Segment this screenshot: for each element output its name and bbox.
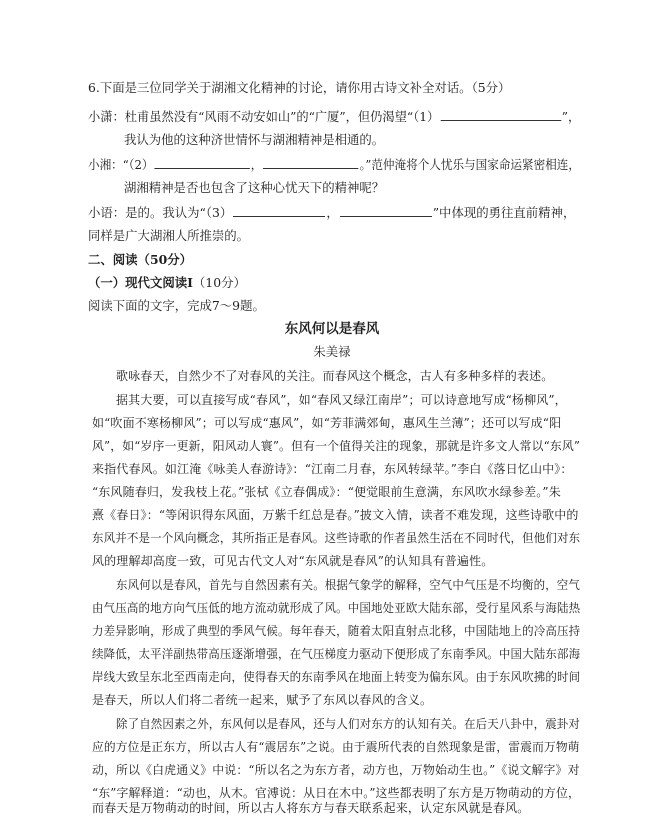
- xiaoxiang-line-2: 湖湘精神是否也包含了这种心忧天下的精神呢？: [124, 180, 385, 195]
- article-line: 熹《春日》：“等闲识得东风面，万紫千红总是春。”披文入情，读者不难发现，这些诗歌中的: [92, 508, 579, 522]
- article-line: 东风何以是春风，首先与自然因素有关。根据气象学的解释，空气中气压是不均衡的，空气: [116, 578, 580, 592]
- article-author: 朱美禄: [313, 344, 351, 359]
- xiaoyu-text-b: ，: [326, 205, 339, 220]
- xiaoxiao-text-a: 小潇：杜甫虽然没有“风雨不动安如山”的“广厦”，但仍渴望“（1）: [88, 109, 440, 124]
- reading-instruction: 阅读下面的文字，完成7～9题。: [88, 298, 265, 313]
- article-line: 东风并不是一个风向概念，其所指正是春风。这些诗歌的作者虽然生活在不同时代，但他们对东: [92, 531, 581, 545]
- answer-blank-3a[interactable]: [233, 205, 325, 217]
- xiaoyu-line-1: [88, 205, 575, 221]
- article-title: 东风何以是春风: [284, 321, 380, 337]
- xiaoyu-text-a: 小语：是的。我认为“（3）: [88, 205, 233, 220]
- xiaoxiang-text-c: 。”范仲淹将个人忧乐与国家命运紧密相连，: [359, 157, 580, 172]
- article-line: 力差异影响，形成了典型的季风气候。每年春天，随着太阳直射点北移，中国陆地上的冷高压持: [92, 624, 581, 638]
- article-line: 而春天是万物萌动的时间，所以古人将东方与春天联系起来，认定东风就是春风。: [92, 801, 530, 815]
- article-line: “东风随春归，发我枝上花。”张栻《立春偶成》：“便觉眼前生意满，东风吹水绿参差。”朱: [92, 485, 561, 499]
- article-line: 动，所以《白虎通义》中说：“所以名之为东方者，动方也，万物始动生也。”《说文解字》对: [92, 763, 580, 777]
- sub-heading-points: （10分）: [192, 275, 246, 290]
- article-line: 风”，如“岁序一更新，阳风动人寰”。但有一个值得关注的现象，那就是许多文人常以“东风”: [92, 439, 581, 453]
- answer-blank-2a[interactable]: [154, 157, 249, 169]
- article-line: 由气压高的地方向气压低的地方流动就形成了风。中国地处亚欧大陆东部，受行星风系与海陆热: [92, 601, 581, 615]
- article-line: 如“吹面不寒杨柳风”；可以写成“惠风”，如“芳菲满郊甸，惠风生兰薄”；还可以写成“阳: [92, 416, 562, 430]
- article-line: “东”字解释道：“动也，从木。官溥说：从日在木中。”这些都表明了东方是万物萌动的方位，: [92, 786, 581, 800]
- xiaoyu-text-c: ”中体现的勇往直前精神，: [432, 205, 576, 220]
- xiaoxiang-text-a: 小湘：“（2）: [88, 157, 154, 172]
- xiaoyu-line-2: 同样是广大湖湘人所推崇的。: [88, 228, 250, 243]
- xiaoxiao-line-2: 我认为他的这种济世情怀与湖湘精神是相通的。: [124, 132, 385, 147]
- answer-blank-3b[interactable]: [340, 205, 432, 217]
- article-line: 岸线大致呈东北至西南走向，使得春天的东南季风在地面上转变为偏东风。由于东风吹拂的时间: [92, 670, 581, 684]
- xiaoxiang-text-b: ，: [250, 157, 263, 172]
- article-line: 是春天，所以人们将二者统一起来，赋予了东风以春风的含义。: [92, 693, 433, 707]
- article-line: 应的方位是正东方，所以古人有“震居东”之说。由于震所代表的自然现象是雷，雷震而万物萌: [92, 740, 580, 754]
- section-2-subheading: [88, 275, 246, 291]
- xiaoxiao-text-b: ”，: [561, 109, 581, 124]
- question-6-prompt: 6.下面是三位同学关于湖湘文化精神的讨论，请你用古诗文补全对话。（5分）: [88, 80, 511, 95]
- article-line: 据其大要，可以直接写成“春风”，如“春风又绿江南岸”；可以诗意地写成“杨柳风”，: [116, 393, 567, 407]
- article-line: 除了自然因素之外，东风何以是春风，还与人们对东方的认知有关。在后天八卦中，震卦对: [116, 717, 580, 731]
- xiaoxiang-line-1: [88, 157, 580, 173]
- sub-heading-title: （一）现代文阅读Ⅰ: [88, 275, 193, 290]
- answer-blank-1[interactable]: [440, 109, 561, 121]
- article-line: 歌咏春天，自然少不了对春风的关注。而春风这个概念，古人有多种多样的表述。: [116, 369, 554, 383]
- article-line: 风的理解却高度一致，可见古代文人对“东风就是春风”的认知具有普遍性。: [92, 554, 494, 568]
- article-line: 来指代春风。如江淹《咏美人春游诗》：“江南二月春，东风转绿苹。”李白《落日忆山中》：: [92, 462, 573, 476]
- xiaoxiao-line-1: [88, 109, 580, 125]
- answer-blank-2b[interactable]: [263, 157, 358, 169]
- article-line: 续降低，太平洋副热带高压逐渐增强，在气压梯度力驱动下便形成了东南季风。中国大陆东部海: [92, 647, 581, 661]
- section-2-heading: 二、阅读（50分）: [88, 252, 192, 267]
